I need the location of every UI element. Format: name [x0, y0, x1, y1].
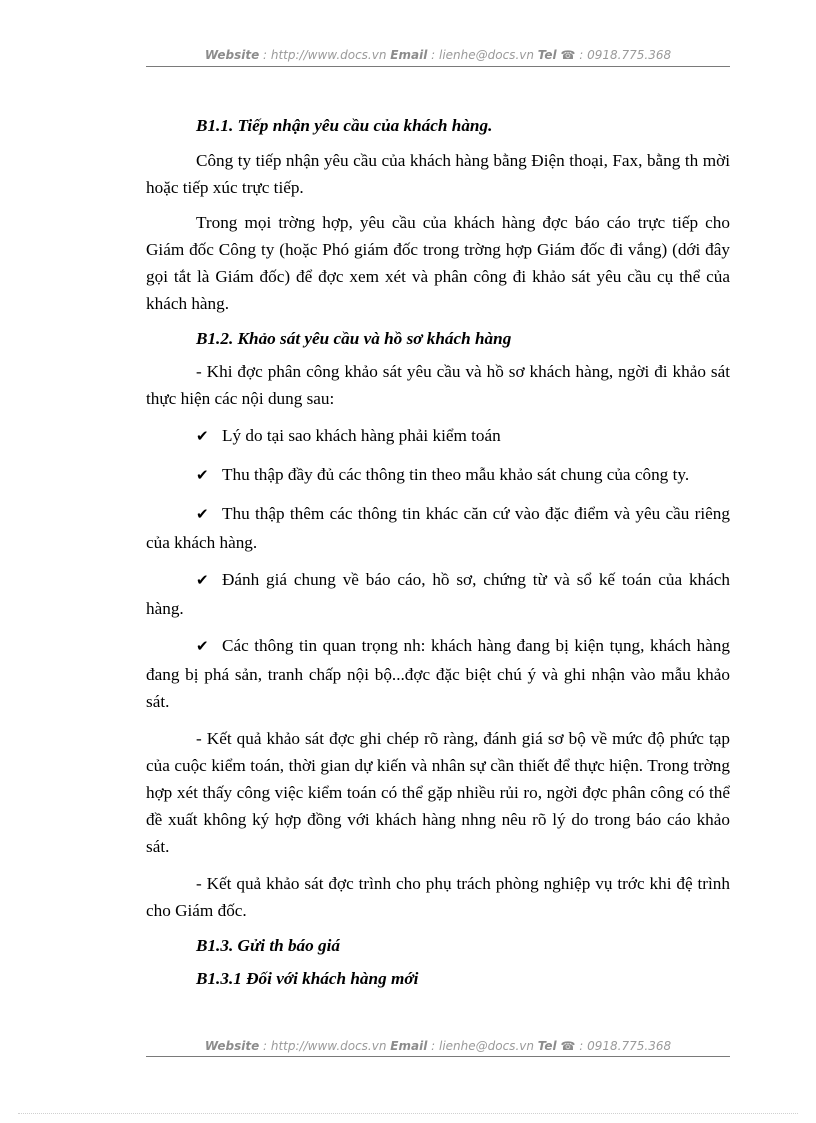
section-title-b1-3-1: B1.3.1 Đối với khách hàng mới	[196, 969, 419, 988]
list-item-text: Các thông tin quan trọng nh: khách hàng đang bị kiện tụng, khách hàng đang bị phá sản, tranh chấp nội bộ...đợc đặc biệt chú ý và ghi nhận vào mẫu khảo sát.	[146, 636, 730, 711]
website-label: Website	[204, 48, 260, 62]
section-title-b1-1: B1.1. Tiếp nhận yêu cầu của khách hàng.	[196, 116, 493, 135]
check-icon: ✔	[196, 468, 209, 484]
website-value: : http://www.docs.vn	[259, 1039, 391, 1053]
list-item	[146, 422, 730, 451]
tel-value: : 0918.775.368	[575, 1039, 672, 1053]
check-icon: ✔	[196, 639, 209, 655]
list-item-text: Lý do tại sao khách hàng phải kiểm toán	[222, 426, 501, 445]
email-label: Email	[390, 48, 428, 62]
check-icon: ✔	[196, 507, 209, 523]
document-body	[146, 112, 730, 992]
tel-label: Tel	[537, 1039, 557, 1053]
list-item	[146, 632, 730, 715]
website-label: Website	[204, 1039, 260, 1053]
phone-icon: ☎	[560, 1039, 576, 1053]
phone-icon: ☎	[560, 48, 576, 62]
list-item	[146, 461, 730, 490]
email-value: : lienhe@docs.vn	[427, 48, 538, 62]
page-header	[146, 48, 730, 62]
list-item	[146, 500, 730, 556]
tel-label: Tel	[537, 48, 557, 62]
check-icon: ✔	[196, 573, 209, 589]
footer-divider	[146, 1056, 730, 1057]
paragraph: Công ty tiếp nhận yêu cầu của khách hàng bằng Điện thoại, Fax, bằng th mời hoặc tiếp xúc trực tiếp.	[146, 151, 730, 197]
page-edge-divider	[18, 1113, 798, 1114]
section-title-b1-3: B1.3. Gửi th báo giá	[196, 936, 340, 955]
list-item-text: Đánh giá chung về báo cáo, hồ sơ, chứng từ và sổ kế toán của khách hàng.	[146, 570, 730, 618]
list-item	[146, 566, 730, 622]
paragraph: - Khi đợc phân công khảo sát yêu cầu và hồ sơ khách hàng, ngời đi khảo sát thực hiện các nội dung sau:	[146, 362, 730, 408]
check-icon: ✔	[196, 429, 209, 445]
email-label: Email	[390, 1039, 428, 1053]
tel-value: : 0918.775.368	[575, 48, 672, 62]
list-item-text: Thu thập thêm các thông tin khác căn cứ vào đặc điểm và yêu cầu riêng của khách hàng.	[146, 504, 730, 552]
website-value: : http://www.docs.vn	[259, 48, 391, 62]
page-footer	[146, 1039, 730, 1053]
paragraph: Trong mọi trờng hợp, yêu cầu của khách hàng đợc báo cáo trực tiếp cho Giám đốc Công ty (hoặc Phó giám đốc trong trờng hợp Giám đốc đi vắng) (dới đây gọi tắt là Giám đốc) để đợc xem xét và phân công đi khảo sát yêu cầu cụ thể của khách hàng.	[146, 213, 730, 313]
header-divider	[146, 66, 730, 67]
email-value: : lienhe@docs.vn	[427, 1039, 538, 1053]
paragraph: - Kết quả khảo sát đợc ghi chép rõ ràng, đánh giá sơ bộ về mức độ phức tạp của cuộc kiểm toán, thời gian dự kiến và nhân sự cần thiết để thực hiện. Trong trờng hợp xét thấy công việc kiểm toán có thể gặp nhiều rủi ro, ngời đợc phân công có thể đề xuất không ký hợp đồng với khách hàng nhng nêu rõ lý do trong báo cáo khảo sát.	[146, 729, 730, 856]
list-item-text: Thu thập đầy đủ các thông tin theo mẫu khảo sát chung của công ty.	[222, 465, 690, 484]
section-title-b1-2: B1.2. Khảo sát yêu cầu và hồ sơ khách hàng	[196, 329, 512, 348]
paragraph: - Kết quả khảo sát đợc trình cho phụ trách phòng nghiệp vụ trớc khi đệ trình cho Giám đốc.	[146, 874, 730, 920]
